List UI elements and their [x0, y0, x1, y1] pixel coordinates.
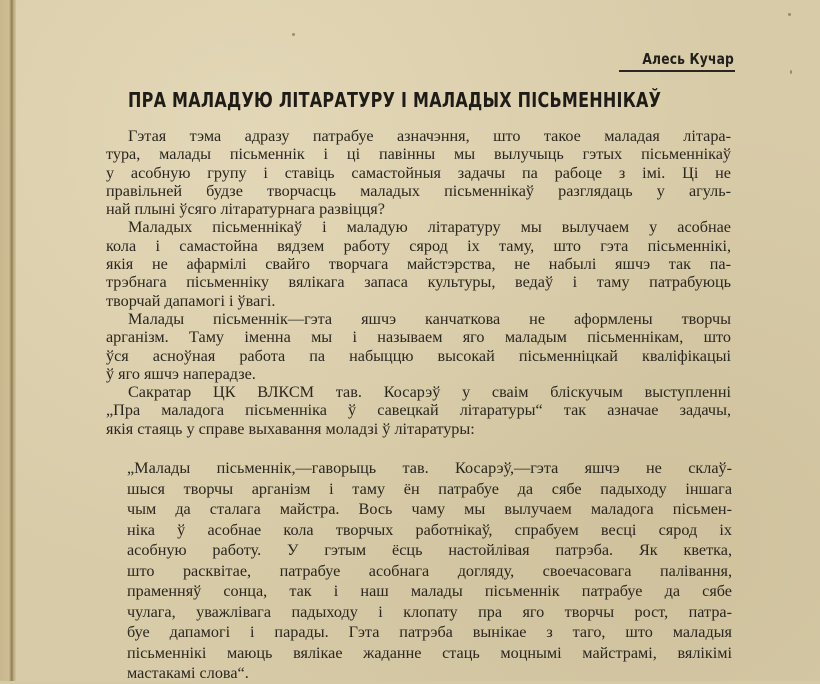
text-line: ў яго яшчэ наперадзе.	[106, 364, 256, 383]
quote-line: што расквітае, патрабуе асобнага догляду, своечасовага палівання,	[127, 561, 732, 580]
text-line: Гэтая тэма адразу патрабуе азначэння, што такое маладая літара-	[128, 127, 731, 145]
text-line: кола і самастойна вядзем работу сярод іх таму, што гэта пісьменнікі,	[106, 236, 731, 255]
article-body	[106, 127, 731, 438]
quote-line: буе дапамогі і парады. Гэта патрэба вынікае з таго, што маладыя	[127, 623, 732, 641]
text-line: тура, малады пісьменнік і ці павінны мы вылучыць гэтых пісьменнікаў	[106, 145, 731, 164]
text-line: арганізм. Таму іменна мы і называем яго маладым пісьменнікам, што	[106, 328, 731, 347]
quote-line: пісьменнікі маюць вялікае жаданне стаць моцнымі майстрамі, вялікімі	[127, 643, 732, 662]
quote-line: „Малады пісьменнік,—гаворыць тав. Косарэў,—гэта яшчэ не склаў-	[127, 459, 732, 477]
text-line: якія не афармілі свайго творчага майстэрства, не набылі яшчэ так па-	[106, 255, 731, 274]
article-title: ПРА МАЛАДУЮ ЛІТАРАТУРУ І МАЛАДЫХ ПІСЬМЕННІКАЎ	[128, 88, 662, 112]
page-binding-edge	[0, 0, 16, 681]
quote-line: асобную работу. У гэтым ёсць настойлівая патрэба. Як кветка,	[127, 541, 732, 559]
paper-speck	[788, 13, 791, 16]
text-line: правільней будзе творчасць маладых пісьменнікаў разглядаць у агуль-	[106, 181, 731, 200]
quote-line: праменняў сонца, так і наш малады пісьменнік патрабуе да сябе	[127, 582, 732, 600]
quote-line: чым да сталага майстра. Вось чаму мы вылучаем маладога пісьмен-	[127, 500, 732, 518]
quote-line: чулага, уважлівага падыходу і клопату пра яго творчы рост, патра-	[127, 602, 732, 621]
paper-speck	[790, 70, 792, 74]
quote-line: шыся творчы арганізм і таму ён патрабуе да сябе падыходу іншага	[127, 479, 732, 498]
text-line: най плыні ўсяго літаратурнага развіцця?	[106, 200, 385, 219]
paper-speck	[292, 33, 295, 36]
text-line: трэбнага пісьменніку вялікага запаса культуры, ведаў і таму патрабуюць	[106, 273, 731, 292]
text-line: творчай дапамогі і ўвагі.	[106, 291, 276, 310]
text-line: Сакратар ЦК ВЛКСМ тав. Косарэў у сваім бліскучым выступленні	[128, 383, 731, 402]
text-line: у асобную групу і ставіць самастойныя задачы па рабоце з імі. Ці не	[106, 163, 731, 182]
quote-line: мастакамі слова“.	[127, 664, 249, 682]
text-line: якія стаяць у справе выхавання моладзі ў літаратуры:	[106, 419, 475, 438]
text-line: „Пра маладога пісьменніка ў савецкай літаратуры“ так азначае задачы,	[106, 401, 731, 420]
author-name: Алесь Кучар	[642, 50, 734, 68]
block-quote	[127, 458, 732, 684]
text-line: ўся асноўная работа па набыццю высокай пісьменніцкай кваліфікацыі	[106, 346, 731, 365]
text-line: Малады пісьменнік—гэта яшчэ канчаткова не аформлены творчы	[128, 309, 731, 328]
author-underline	[619, 70, 735, 72]
quote-line: ніка ў асобнае кола творчых работнікаў, спрабуем весці сярод іх	[127, 520, 732, 539]
text-line: Маладых пісьменнікаў і маладую літаратуру мы вылучаем у асобнае	[128, 218, 731, 237]
